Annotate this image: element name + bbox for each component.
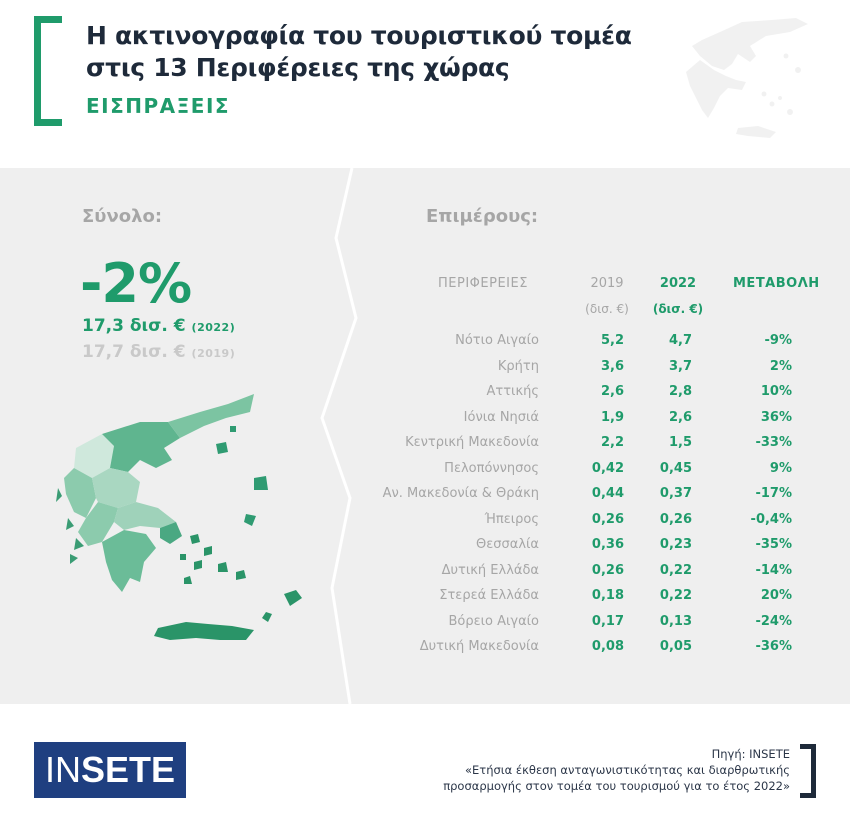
summary-year-2019: (2019) xyxy=(191,347,236,360)
row-value-2019: 3,6 xyxy=(600,358,624,374)
row-value-2022: 0,23 xyxy=(659,537,692,552)
header xyxy=(0,0,850,168)
row-region: Πελοπόννησος xyxy=(444,460,539,476)
row-change: -33% xyxy=(755,435,792,450)
row-change: -36% xyxy=(755,639,792,654)
page-subtitle: ΕΙΣΠΡΑΞΕΙΣ xyxy=(86,94,231,118)
page-title xyxy=(86,20,666,84)
row-value-2019: 2,2 xyxy=(600,435,624,450)
summary-amount-2022: 17,3 δισ. € xyxy=(82,316,186,336)
row-region: Δυτική Ελλάδα xyxy=(441,562,539,578)
row-value-2022: 0,45 xyxy=(659,460,692,476)
table-row xyxy=(0,639,850,663)
column-header-region: ΠΕΡΙΦΕΡΕΙΕΣ xyxy=(438,276,528,291)
row-value-2019: 0,17 xyxy=(591,613,624,629)
row-region: Αν. Μακεδονία & Θράκη xyxy=(382,486,539,501)
summary-year-2022: (2022) xyxy=(191,321,236,334)
column-header-change: ΜΕΤΑΒΟΛΗ xyxy=(733,276,820,291)
column-header-2019-unit: (δισ. €) xyxy=(585,302,629,316)
row-change: 36% xyxy=(760,409,792,425)
row-value-2022: 4,7 xyxy=(668,333,692,348)
row-change: -14% xyxy=(755,562,792,578)
row-value-2019: 0,08 xyxy=(591,639,624,654)
row-value-2019: 0,42 xyxy=(591,460,624,476)
row-change: -35% xyxy=(755,537,792,552)
row-value-2022: 1,5 xyxy=(668,435,692,450)
row-region: Ιόνια Νησιά xyxy=(463,409,539,425)
row-region: Κεντρική Μακεδονία xyxy=(405,435,539,450)
table-row xyxy=(0,563,850,587)
row-value-2019: 0,26 xyxy=(591,511,624,527)
table-row xyxy=(0,537,850,561)
table-row xyxy=(0,410,850,434)
logo-text-part2: SETE xyxy=(80,749,176,790)
summary-label: Σύνολο: xyxy=(82,206,163,227)
table-row xyxy=(0,512,850,536)
table-row xyxy=(0,461,850,485)
summary-amount-2019: 17,7 δισ. € xyxy=(82,342,186,362)
main-panel xyxy=(0,168,850,704)
row-change: -9% xyxy=(764,333,792,348)
insete-logo xyxy=(34,742,186,798)
table-row xyxy=(0,359,850,383)
title-line-2: στις 13 Περιφέρειες της χώρας xyxy=(86,53,510,82)
source-line-2: «Ετήσια έκθεση ανταγωνιστικότητας και διαρθρωτικής xyxy=(464,763,790,777)
summary-change-value: -2% xyxy=(80,252,192,315)
title-line-1: Η ακτινογραφία του τουριστικού τομέα xyxy=(86,21,632,50)
row-region: Βόρειο Αιγαίο xyxy=(448,613,539,629)
table-row xyxy=(0,435,850,459)
row-change: 20% xyxy=(760,588,792,603)
column-header-2022-unit: (δισ. €) xyxy=(652,302,704,316)
table-row xyxy=(0,384,850,408)
column-header-2022: 2022 xyxy=(659,276,697,291)
logo-text-part1: IN xyxy=(44,749,81,790)
source-note xyxy=(350,746,790,794)
row-change: 9% xyxy=(769,460,792,476)
row-region: Στερεά Ελλάδα xyxy=(439,588,539,603)
row-value-2019: 0,36 xyxy=(591,537,624,552)
row-value-2019: 2,6 xyxy=(600,384,624,399)
table-row xyxy=(0,588,850,612)
greece-watermark-map xyxy=(680,10,820,145)
row-value-2019: 0,26 xyxy=(591,562,624,578)
row-value-2022: 2,6 xyxy=(668,409,692,425)
row-value-2022: 0,13 xyxy=(659,613,692,629)
left-bracket-decoration xyxy=(34,16,62,126)
row-change: 2% xyxy=(769,358,792,374)
row-value-2022: 2,8 xyxy=(668,384,692,399)
row-change: 10% xyxy=(760,384,792,399)
details-label: Επιμέρους: xyxy=(426,206,539,227)
table-row xyxy=(0,486,850,510)
row-change: -0,4% xyxy=(750,511,792,527)
row-value-2022: 0,22 xyxy=(659,588,692,603)
row-value-2022: 3,7 xyxy=(668,358,692,374)
row-value-2022: 0,05 xyxy=(659,639,692,654)
row-value-2022: 0,26 xyxy=(659,511,692,527)
row-value-2022: 0,22 xyxy=(659,562,692,578)
row-region: Αττικής xyxy=(486,384,539,399)
row-change: -24% xyxy=(755,613,792,629)
row-region: Ήπειρος xyxy=(484,511,539,527)
row-value-2019: 5,2 xyxy=(600,333,624,348)
right-bracket-decoration xyxy=(800,744,816,798)
row-change: -17% xyxy=(755,486,792,501)
row-region: Δυτική Μακεδονία xyxy=(419,639,539,654)
source-line-1: Πηγή: INSETE xyxy=(711,747,790,761)
row-region: Θεσσαλία xyxy=(476,537,539,552)
column-header-2019: 2019 xyxy=(590,276,624,291)
table-row xyxy=(0,333,850,357)
table-row xyxy=(0,614,850,638)
row-region: Νότιο Αιγαίο xyxy=(455,333,539,348)
row-value-2019: 0,18 xyxy=(591,588,624,603)
row-region: Κρήτη xyxy=(497,358,539,374)
source-line-3: προσαρμογής στον τομέα του τουρισμού για το έτος 2022» xyxy=(443,779,790,793)
row-value-2022: 0,37 xyxy=(659,486,692,501)
row-value-2019: 0,44 xyxy=(591,486,624,501)
row-value-2019: 1,9 xyxy=(600,409,624,425)
